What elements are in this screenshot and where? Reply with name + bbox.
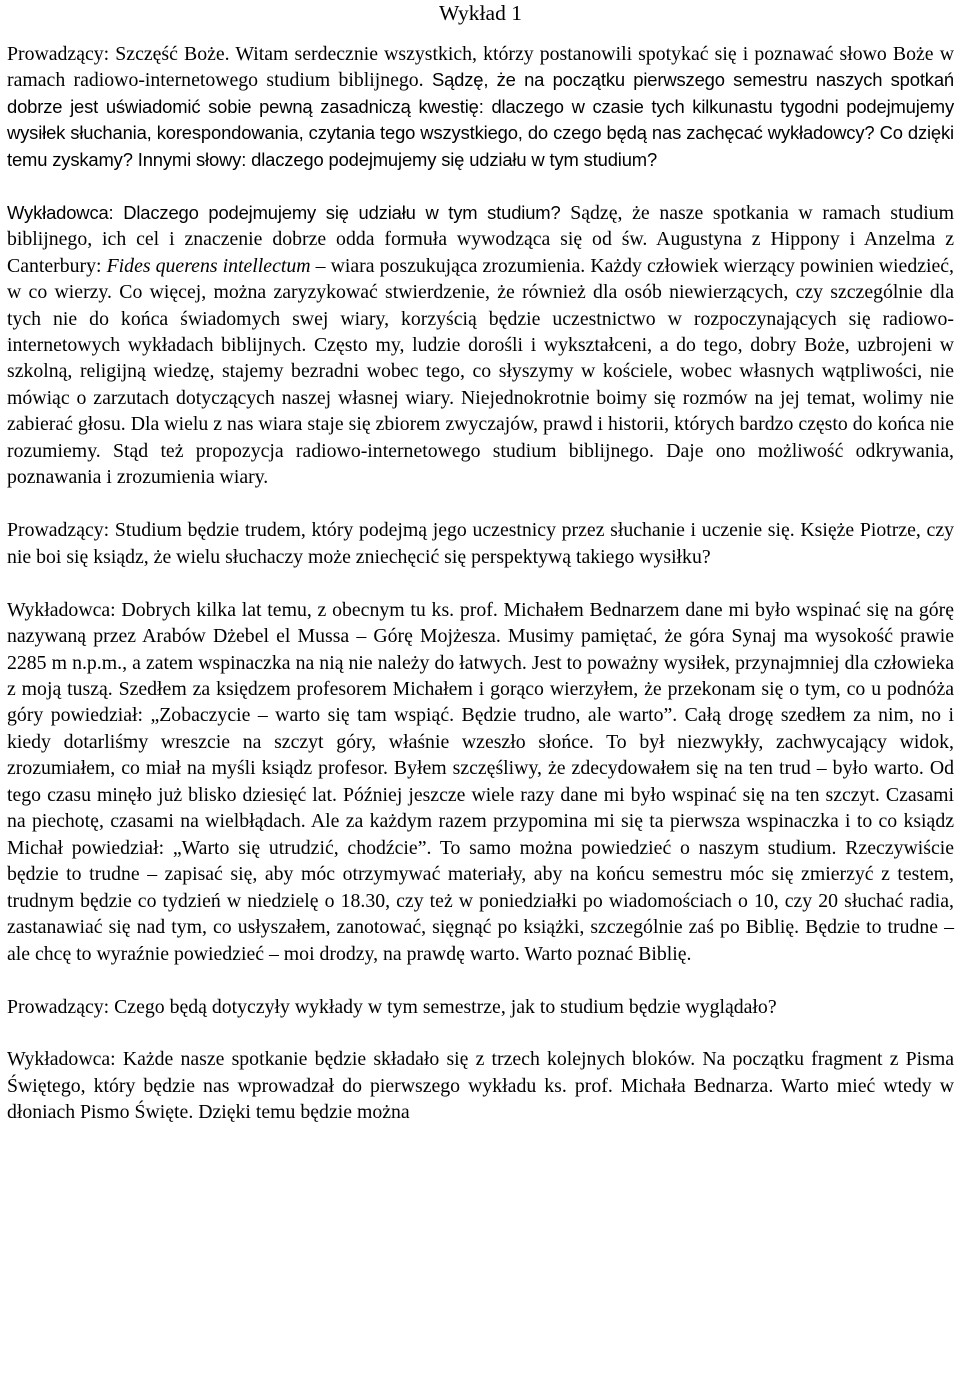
- paragraph-host-question-1: Prowadzący: Studium będzie trudem, który podejmą jego uczestnicy przez słuchanie i uczenie się. Księże Piotrze, czy nie boi się ksiądz, że wielu słuchaczy może zniechęcić się perspektywą takiego wysiłku?: [7, 519, 954, 568]
- latin-quote: Fides querens intellectum: [106, 254, 311, 277]
- paragraph-lecturer-3: Wykładowca: Każde nasze spotkanie będzie składało się z trzech kolejnych bloków. Na początku fragment z Pisma Świętego, który będzie nas wprowadzał do pierwszego wykładu ks. prof. Michała Bednarza. Warto mieć wtedy w dłoniach Pismo Święte. Dzięki temu będzie można: [7, 1048, 954, 1124]
- paragraph-lecturer-1-rest: – wiara poszukująca zrozumienia. Każdy człowiek wierzący powinien wiedzieć, w co wierzy. Co więcej, można zaryzykować stwierdzenie, że również dla osób niewierzących, czy szczególnie dla tych nie do końca świadomych swej wiary, korzyścią będzie uczestnictwo w rozpoczynających się radiowo-internetowych wykładach biblijnych. Często my, ludzie dorośli i wykształceni, a do tego, dobry Boże, uzbrojeni w szkolną, religijną wiedzę, stajemy bezradni wobec tego, co słyszymy w kościele, wobec własnych wątpliwości, nie mówiąc o zarzutach dotyczących naszej własnej wiary. Niejednokrotnie boimy się rozmów na jej temat, wolimy nie zabierać głosu. Dla wielu z nas wiara staje się zbiorem zwyczajów, prawd i historii, których bardzo często do końca nie rozumiemy. Stąd też propozycja radiowo-internetowego studium biblijnego. Daje ono możliwość odkrywania, poznawania i zrozumienia wiary.: [7, 254, 954, 489]
- paragraph-gap: [7, 967, 954, 994]
- paragraph-lecturer-1-sans: Wykładowca: Dlaczego podejmujemy się udziału w tym studium?: [7, 201, 561, 223]
- paragraph-gap: [7, 491, 954, 518]
- paragraph-intro-serif: Prowadzący: Szczęść Boże. Witam serdecznie wszystkich, którzy postanowili spotykać się i poznawać słowo Boże w ramach radiowo-internetowego studium biblijnego.: [7, 43, 954, 92]
- paragraph-gap: [7, 570, 954, 597]
- paragraph-intro-sans: Sądzę, że na początku pierwszego semestru naszych spotkań dobrze jest uświadomić sobie pewną zasadniczą kwestię: dlaczego w czasie tych kilkunastu tygodni podejmujemy wysiłek słuchania, korespondowania, czytania tego wszystkiego, do czego będą nas zachęcać wykładowcy? Co dzięki temu zyskamy? Innymi słowy: dlaczego podejmujemy się udziału w tym studium?: [7, 69, 955, 170]
- paragraph-lecturer-2: Wykładowca: Dobrych kilka lat temu, z obecnym tu ks. prof. Michałem Bednarzem dane mi było wspinać się na górę nazywaną przez Arabów Dżebel el Mussa – Górę Mojżesza. Musimy pamiętać, że góra Synaj ma wysokość prawie 2285 m n.p.m., a zatem wspinaczka na nią nie należy do łatwych. Jest to poważny wysiłek, przynajmniej dla człowieka z moją tuszą. Szedłem za księdzem profesorem Michałem i gorąco wierzyłem, że przekonam się o tym, co u podnóża góry powiedział: „Zobaczycie – warto się tam wspiąć. Będzie trudno, ale warto”. Całą drogę szedłem za nim, no i kiedy dotarliśmy wreszcie na szczyt góry, właśnie wzeszło słońce. To był niezwykły, zachwycający widok, zrozumiałem, co miał na myśli ksiądz profesor. Byłem szczęśliwy, że zdecydowałem się na ten trud – było warto. Od tego czasu minęło już blisko dziesięć lat. Później jeszcze wiele razy dane mi było wspinać się na ten szczyt. Czasami na piechotę, czasami na wielbłądach. Ale za każdym razem przypomina mi się ta pierwsza wspinaczka i to co ksiądz Michał powiedział: „Warto się utrudzić, chodźcie”. To samo można powiedzieć o naszym studium. Rzeczywiście będzie to trudne – zapisać się, aby móc otrzymywać materiały, aby na końcu semestru móc się zmierzyć z testem, trudnym będzie co tydzień w niedzielę o 18.30, czy też w poniedziałki po wiadomościach o 10, czy 20 słuchać radia, zastanawiać się nad tym, co usłyszałem, zanotować, sięgnąć po książki, szczególnie zaś po Biblię. Będzie to trudne – ale chcę to wyraźnie powiedzieć – moi drodzy, na prawdę warto. Warto poznać Biblię.: [7, 598, 954, 965]
- paragraph-lecturer-1-serif: Sądzę, że nasze spotkania w ramach studium biblijnego, ich cel i znaczenie dobrze odda formuła wywodząca się od św. Augustyna z Hippony i Anzelma z Canterbury:: [7, 201, 954, 277]
- document-title: Wykład 1: [439, 1, 522, 25]
- paragraph-host-question-2: Prowadzący: Czego będą dotyczyły wykłady w tym semestrze, jak to studium będzie wyglądało?: [7, 995, 777, 1018]
- paragraph-intro: [7, 41, 954, 173]
- paragraph-gap: [7, 173, 954, 200]
- document-page: [7, 0, 954, 1126]
- paragraph-lecturer-1: [7, 200, 954, 491]
- paragraph-gap: [7, 1020, 954, 1047]
